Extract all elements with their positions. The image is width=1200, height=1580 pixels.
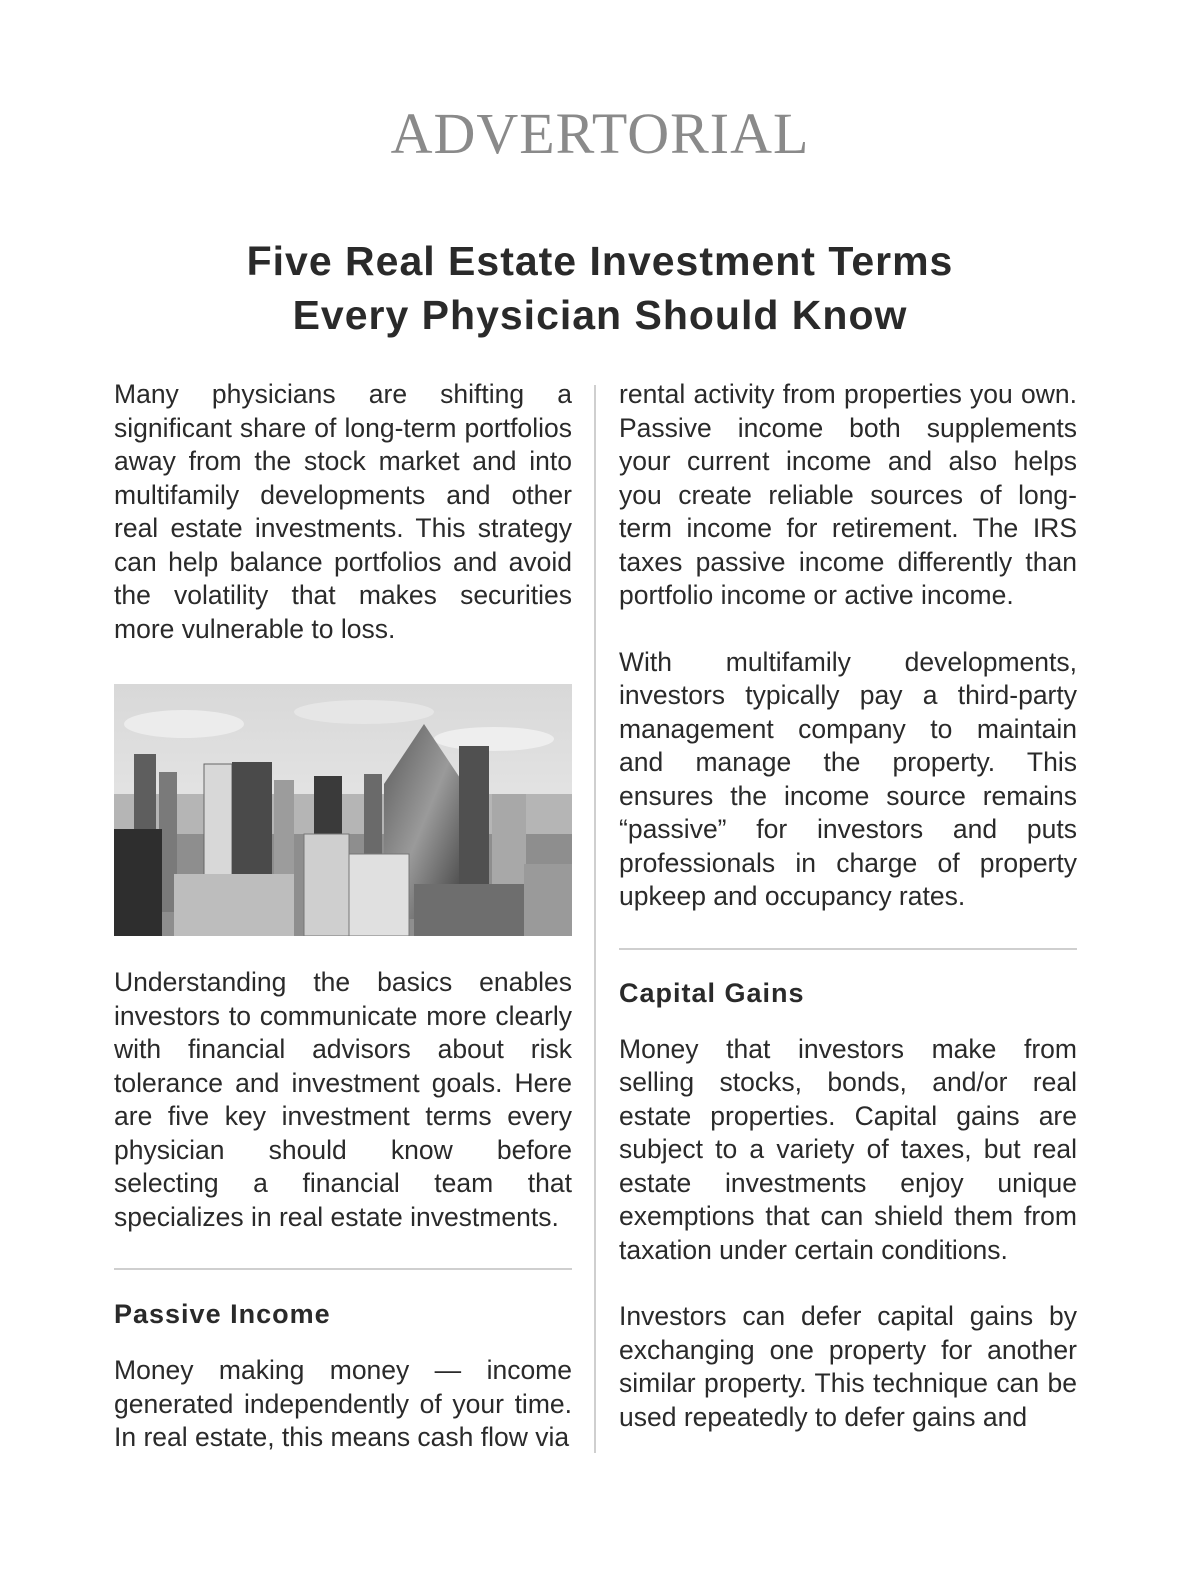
- basics-paragraph: Understanding the basics enables investors to communicate more clearly with financial advisors about risk tolerance and investment goals. Here are five key investment terms every physician should know before selecting a financial team that specializes in real estate investments.: [114, 967, 572, 1232]
- intro-paragraph: Many physicians are shifting a significant share of long-term portfolios away from the stock market and into multifamily developments and other real estate investments. This strategy can help balance portfolios and avoid the volatility that makes securities more vulnerable to loss.: [114, 379, 572, 644]
- right-column: [619, 378, 1077, 1434]
- passive-income-continued: rental activity from properties you own. Passive income both supplements your current income and also helps you create reliable sources of long-term income for retirement. The IRS taxes passive income differently than portfolio income or active income.: [619, 379, 1077, 610]
- article-headline: [0, 234, 1200, 342]
- column-divider: [594, 385, 596, 1453]
- left-column: [114, 378, 572, 1455]
- defer-gains-paragraph: Investors can defer capital gains by exchanging one property for another similar property. This technique can be used repeatedly to defer gains and: [619, 1301, 1077, 1432]
- multifamily-paragraph: With multifamily developments, investors typically pay a third-party management company to maintain and manage the property. This ensures the income source remains “passive” for investors and puts professionals in charge of property upkeep and occupancy rates.: [619, 646, 1077, 911]
- city-skyline-photo: [114, 684, 572, 936]
- headline-line-1: Five Real Estate Investment Terms: [246, 238, 954, 284]
- passive-income-paragraph: Money making money — income generated independently of your time. In real estate, this means cash flow via: [114, 1355, 572, 1452]
- headline-line-2: Every Physician Should Know: [292, 292, 908, 338]
- passive-income-heading: Passive Income: [114, 1299, 331, 1329]
- masthead: ADVERTORIAL: [390, 101, 810, 166]
- capital-gains-heading: Capital Gains: [619, 977, 805, 1008]
- capital-gains-paragraph: Money that investors make from selling stocks, bonds, and/or real estate properties. Capital gains are subject to a variety of taxes, but real estate investments enjoy unique exemptions that can shield them from taxation under certain conditions.: [619, 1033, 1077, 1265]
